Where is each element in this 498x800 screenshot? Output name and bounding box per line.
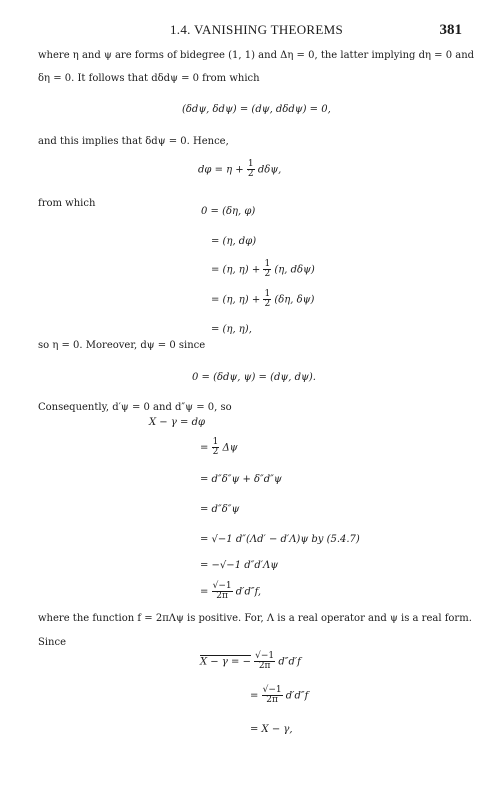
running-header-section: 1.4. VANISHING THEOREMS <box>170 22 344 37</box>
equation-5-line-4: = d″δ″ψ <box>200 504 240 515</box>
equation-2-fraction: $\frac{1}{2}$ <box>247 159 254 180</box>
text-line-2: δη = 0. It follows that dδdψ = 0 from which <box>38 73 260 84</box>
text-line-8: Since <box>38 637 67 648</box>
equation-5-line-2-fraction: $\frac{1}{2}$ <box>212 437 219 458</box>
equation-6-line-1-fraction: $\frac{√-1}{2\pi}$ <box>255 651 275 672</box>
equation-5-line-7: = $\frac{√-1}{2\pi}$ d′d″f, <box>200 581 262 602</box>
page-number: 381 <box>439 22 462 38</box>
equation-2-lhs: dφ = η + <box>198 164 244 176</box>
equation-3-line-3: = (η, η) + $\frac{1}{2}$ (η, dδψ) <box>211 259 315 280</box>
text-line-4: from which <box>38 198 96 209</box>
text-line-7: where the function f = 2πΛψ is positive. For, Λ is a real operator and ψ is a real form. <box>38 613 472 624</box>
equation-3-line-4: = (η, η) + $\frac{1}{2}$ (δη, δψ) <box>211 289 315 310</box>
equation-6-line-3: = X − γ, <box>250 724 293 735</box>
equation-5-line-6: = −√−1 d″d′Λψ <box>200 560 279 571</box>
equation-3-line-2: = (η, dφ) <box>211 236 257 247</box>
equation-3-line-5: = (η, η), <box>211 324 252 335</box>
equation-3-line-4-fraction: $\frac{1}{2}$ <box>264 289 271 310</box>
equation-2-rhs: dδψ, <box>257 164 282 176</box>
equation-6-line-2: = $\frac{√-1}{2\pi}$ d′d″f <box>250 685 309 706</box>
equation-3-line-3-fraction: $\frac{1}{2}$ <box>264 259 271 280</box>
text-line-3: and this implies that δdψ = 0. Hence, <box>38 136 229 147</box>
text-line-6: Consequently, d′ψ = 0 and d″ψ = 0, so <box>38 402 232 413</box>
equation-2 <box>198 160 281 180</box>
equation-6-line-1: X − γ = − $\frac{√-1}{2\pi}$ d″d′f <box>200 651 301 672</box>
equation-5-line-3: = d″δ″ψ + δ″d″ψ <box>200 474 282 485</box>
equation-4: 0 = (δdψ, ψ) = (dψ, dψ). <box>192 372 316 383</box>
equation-6-line-2-fraction: $\frac{√-1}{2\pi}$ <box>262 685 282 706</box>
equation-3-line-1: 0 = (δη, φ) <box>201 206 256 217</box>
equation-5-line-7-fraction: $\frac{√-1}{2\pi}$ <box>212 581 232 602</box>
equation-1: (δdψ, δdψ) = (dψ, dδdψ) = 0, <box>182 104 331 115</box>
text-line-5: so η = 0. Moreover, dψ = 0 since <box>38 340 206 351</box>
equation-5-line-5: = √−1 d″(Λd′ − d′Λ)ψ by (5.4.7) <box>200 534 360 545</box>
equation-5-line-1: X − γ = dφ <box>149 417 205 428</box>
equation-5-line-2: = $\frac{1}{2}$ Δψ <box>200 437 238 458</box>
text-line-1: where η and ψ are forms of bidegree (1, 1) and Δη = 0, the latter implying dη = 0 and <box>38 50 475 61</box>
